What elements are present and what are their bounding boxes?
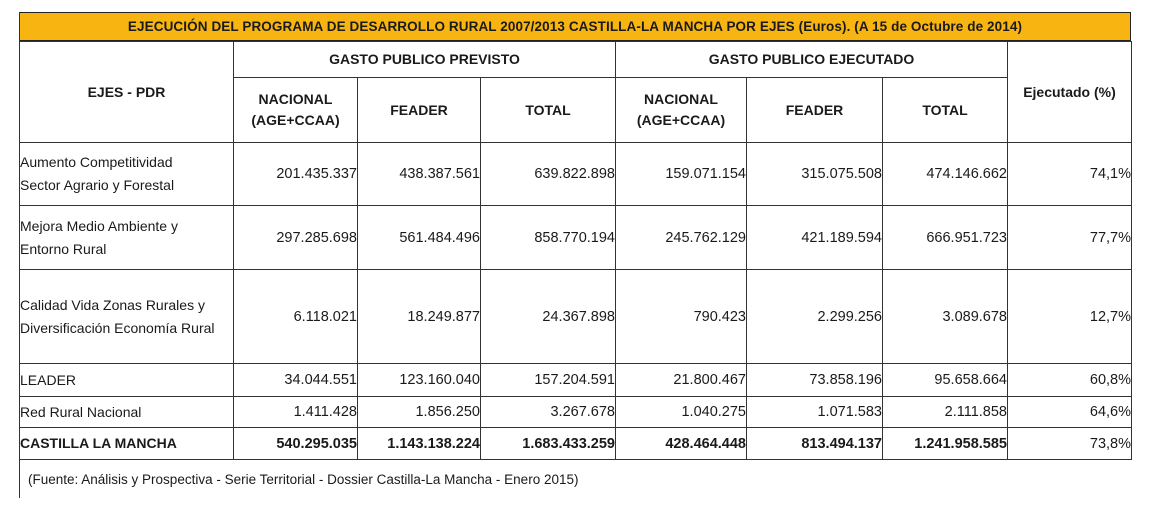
header-ejec-nacional-line2: (AGE+CCAA) <box>636 112 726 128</box>
cell-ejec-total: 474.146.662 <box>883 143 1008 206</box>
table-row <box>20 364 1132 397</box>
cell-prev-feader: 1.856.250 <box>358 397 481 428</box>
header-prev-nacional <box>234 78 358 143</box>
total-ejecutado-pct: 73,8% <box>1008 428 1132 460</box>
cell-ejecutado-pct: 60,8% <box>1008 364 1132 397</box>
cell-ejecutado-pct: 77,7% <box>1008 206 1132 270</box>
cell-ejec-total: 3.089.678 <box>883 270 1008 364</box>
cell-ejecutado-pct: 12,7% <box>1008 270 1132 364</box>
row-label: Red Rural Nacional <box>20 397 234 428</box>
cell-prev-total: 157.204.591 <box>481 364 616 397</box>
cell-ejec-total: 2.111.858 <box>883 397 1008 428</box>
total-row-label: CASTILLA LA MANCHA <box>20 428 234 460</box>
cell-ejec-total: 95.658.664 <box>883 364 1008 397</box>
header-row-top <box>20 42 1132 78</box>
table-row <box>20 206 1132 270</box>
cell-prev-feader: 123.160.040 <box>358 364 481 397</box>
cell-prev-total: 858.770.194 <box>481 206 616 270</box>
header-prev-total: TOTAL <box>481 78 616 143</box>
table-row <box>20 270 1132 364</box>
header-gasto-previsto: GASTO PUBLICO PREVISTO <box>234 42 616 78</box>
header-ejes: EJES - PDR <box>20 42 234 143</box>
total-prev-nacional: 540.295.035 <box>234 428 358 460</box>
cell-ejec-nacional: 790.423 <box>616 270 747 364</box>
row-label <box>20 270 234 364</box>
cell-ejec-feader: 2.299.256 <box>747 270 883 364</box>
cell-ejec-feader: 315.075.508 <box>747 143 883 206</box>
cell-prev-nacional: 297.285.698 <box>234 206 358 270</box>
table-row <box>20 397 1132 428</box>
cell-prev-nacional: 201.435.337 <box>234 143 358 206</box>
execution-table <box>19 41 1132 460</box>
cell-ejec-feader: 73.858.196 <box>747 364 883 397</box>
row-label <box>20 143 234 206</box>
cell-prev-feader: 561.484.496 <box>358 206 481 270</box>
cell-prev-total: 3.267.678 <box>481 397 616 428</box>
cell-ejecutado-pct: 64,6% <box>1008 397 1132 428</box>
header-prev-nacional-line1: NACIONAL <box>258 91 333 107</box>
cell-ejec-feader: 1.071.583 <box>747 397 883 428</box>
cell-ejec-total: 666.951.723 <box>883 206 1008 270</box>
cell-prev-nacional: 1.411.428 <box>234 397 358 428</box>
table-row <box>20 143 1132 206</box>
cell-ejec-nacional: 159.071.154 <box>616 143 747 206</box>
header-prev-nacional-line2: (AGE+CCAA) <box>251 112 340 128</box>
table-title-bar <box>19 12 1131 41</box>
total-prev-feader: 1.143.138.224 <box>358 428 481 460</box>
table-title: EJECUCIÓN DEL PROGRAMA DE DESARROLLO RURAL 2007/2013 CASTILLA-LA MANCHA POR EJES (Euros). (A 15 de Octubre de 2014) <box>127 19 1023 34</box>
header-prev-feader: FEADER <box>358 78 481 143</box>
cell-prev-total: 639.822.898 <box>481 143 616 206</box>
cell-prev-nacional: 6.118.021 <box>234 270 358 364</box>
source-note: (Fuente: Análisis y Prospectiva - Serie Territorial - Dossier Castilla-La Mancha - Enero 2015) <box>28 472 579 487</box>
header-gasto-ejecutado: GASTO PUBLICO EJECUTADO <box>616 42 1008 78</box>
header-ejec-nacional-line1: NACIONAL <box>644 91 718 107</box>
total-row <box>20 428 1132 460</box>
cell-prev-total: 24.367.898 <box>481 270 616 364</box>
cell-prev-feader: 18.249.877 <box>358 270 481 364</box>
cell-ejec-nacional: 21.800.467 <box>616 364 747 397</box>
cell-prev-nacional: 34.044.551 <box>234 364 358 397</box>
row-label-line2: Diversificación Economía Rural <box>20 319 215 336</box>
header-ejecutado-pct: Ejecutado (%) <box>1008 42 1132 143</box>
row-label <box>20 206 234 270</box>
total-ejec-nacional: 428.464.448 <box>616 428 747 460</box>
row-label-line2: Sector Agrario y Forestal <box>20 177 175 193</box>
cell-ejecutado-pct: 74,1% <box>1008 143 1132 206</box>
total-ejec-total: 1.241.958.585 <box>883 428 1008 460</box>
cell-ejec-nacional: 1.040.275 <box>616 397 747 428</box>
cell-prev-feader: 438.387.561 <box>358 143 481 206</box>
frame-left-border <box>19 12 20 498</box>
row-label-line1: Mejora Medio Ambiente y <box>20 217 178 234</box>
total-ejec-feader: 813.494.137 <box>747 428 883 460</box>
row-label-line2: Entorno Rural <box>20 240 107 257</box>
cell-ejec-nacional: 245.762.129 <box>616 206 747 270</box>
row-label: LEADER <box>20 364 234 397</box>
row-label-line1: Calidad Vida Zonas Rurales y <box>20 296 205 313</box>
row-label-line1: Aumento Competitividad <box>20 154 173 170</box>
report-container <box>19 12 1131 487</box>
header-ejec-total: TOTAL <box>883 78 1008 143</box>
cell-ejec-feader: 421.189.594 <box>747 206 883 270</box>
header-ejec-nacional <box>616 78 747 143</box>
total-prev-total: 1.683.433.259 <box>481 428 616 460</box>
header-ejec-feader: FEADER <box>747 78 883 143</box>
